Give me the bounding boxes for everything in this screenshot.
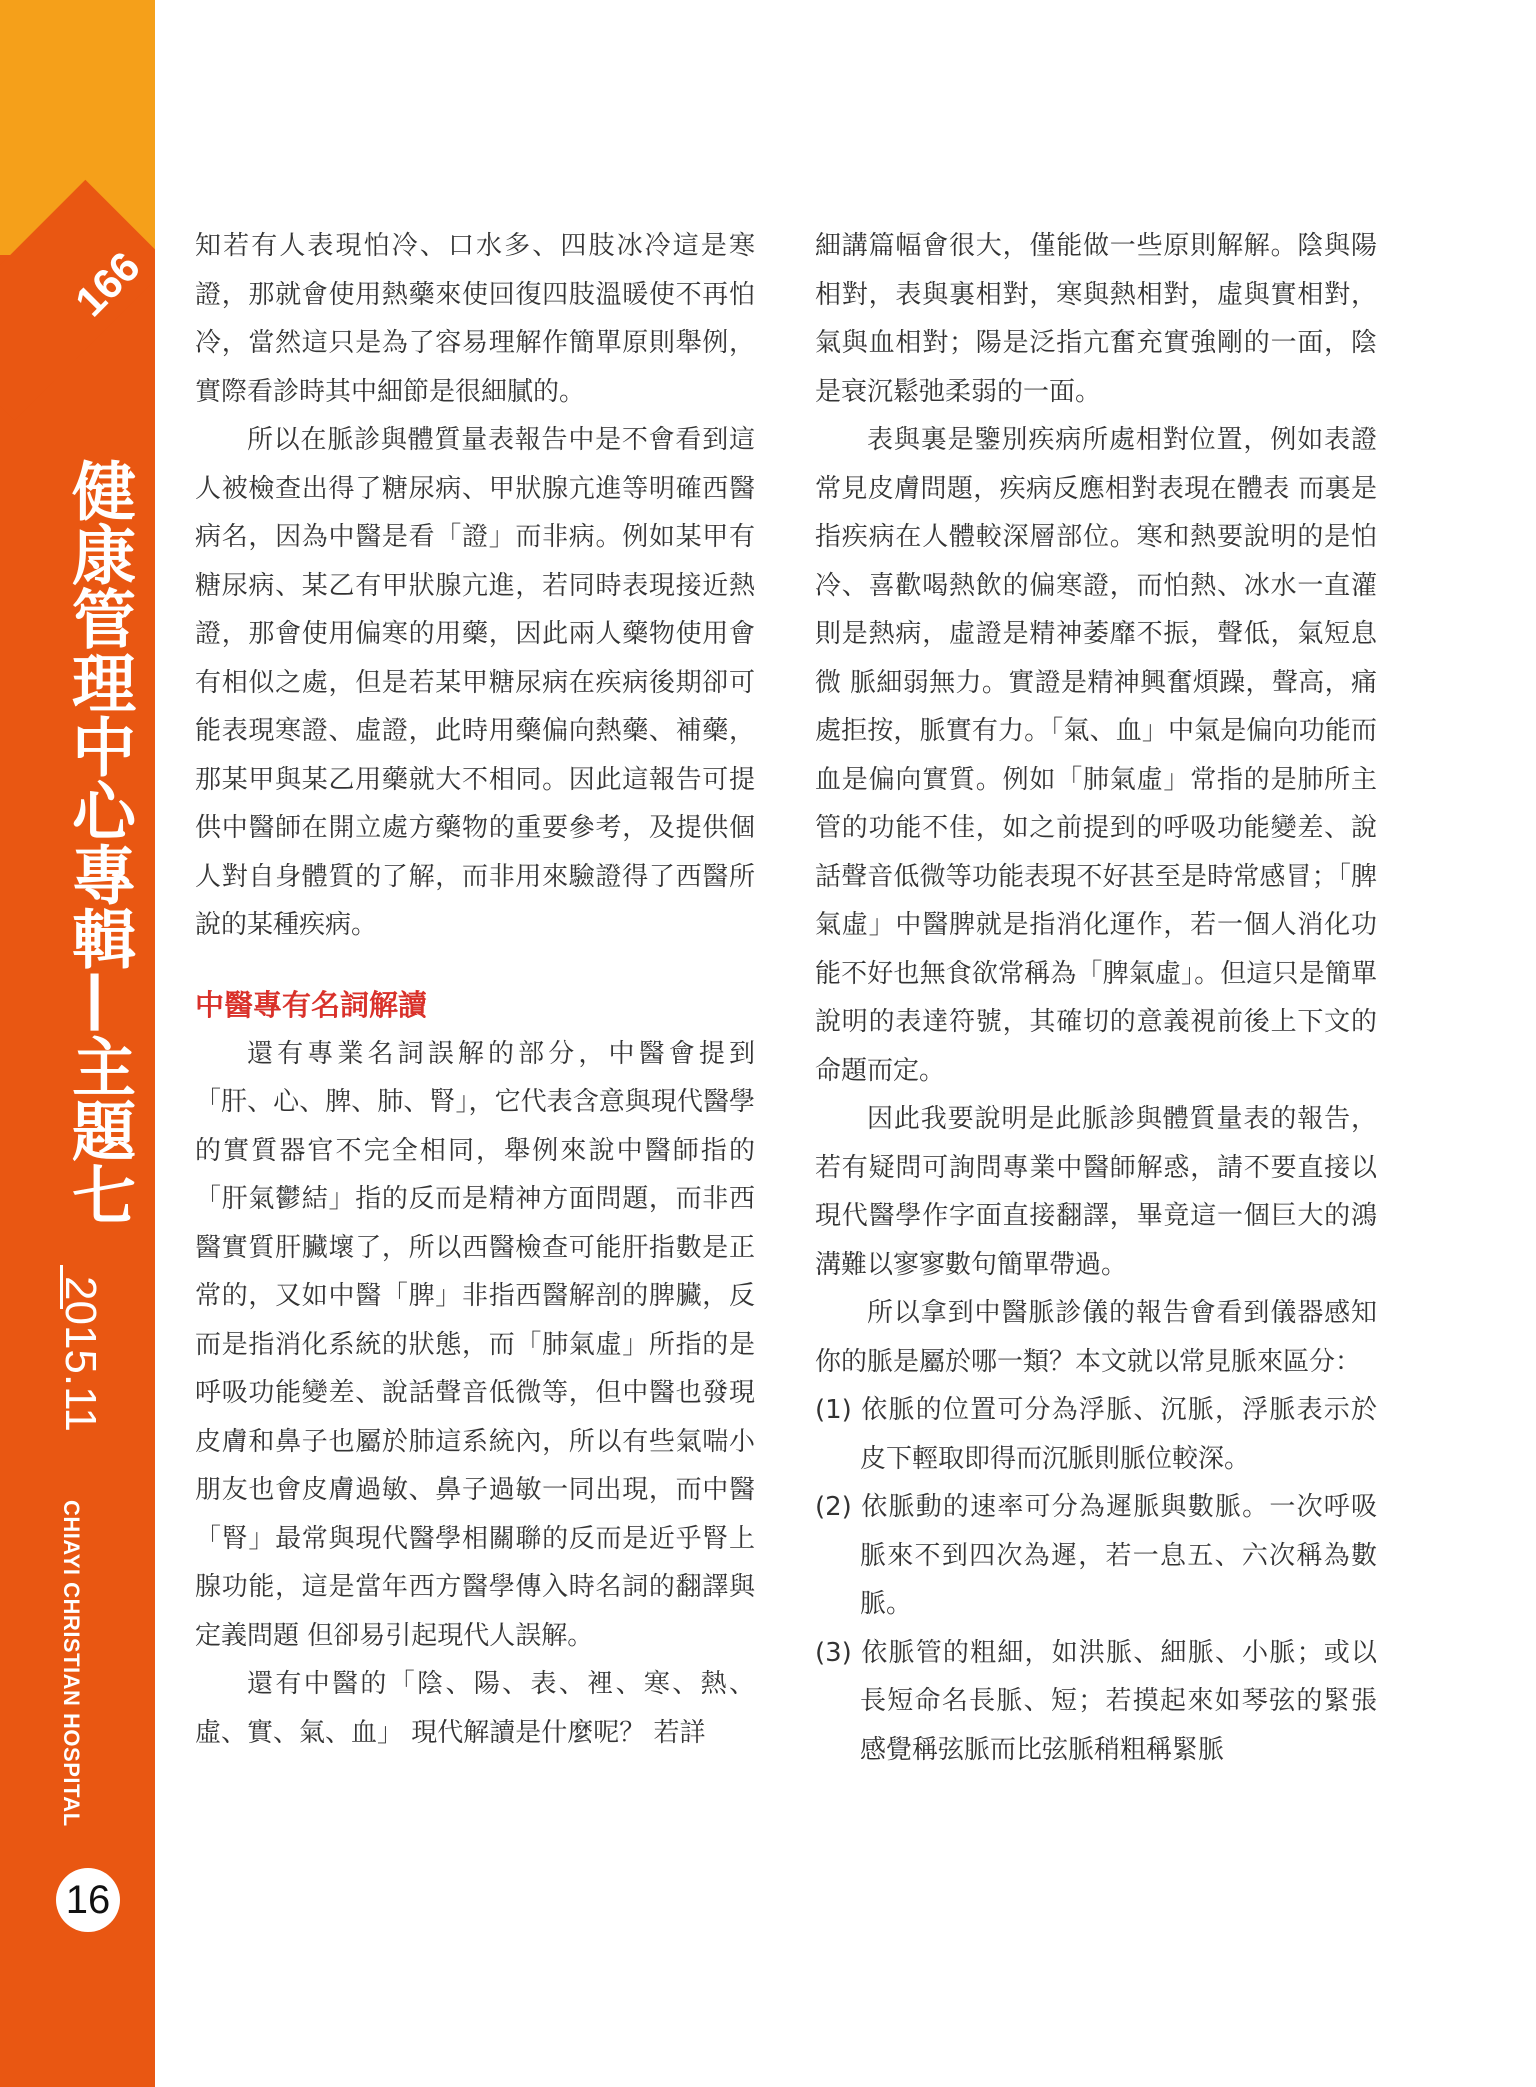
paragraph: 因此我要說明是此脈診與體質量表的報告，若有疑問可詢問專業中醫師解惑，請不要直接以現代醫學作字面直接翻譯，畢竟這一個巨大的鴻溝難以寥寥數句簡單帶過。 bbox=[815, 1104, 1377, 1280]
left-column bbox=[195, 222, 755, 1757]
list-item: (2) 依脈動的速率可分為遲脈與數脈。一次呼吸脈來不到四次為遲，若一息五、六次稱為數脈。 bbox=[815, 1492, 1377, 1619]
issue-number: 166 bbox=[66, 242, 149, 326]
paragraph: 還有中醫的「陰、陽、表、裡、寒、熱、虛、實、氣、血」 現代解讀是什麼呢？ 若詳 bbox=[195, 1669, 755, 1748]
issue-date: 2015.11 bbox=[56, 1276, 105, 1432]
paragraph: 所以在脈診與體質量表報告中是不會看到這人被檢查出得了糖尿病、甲狀腺亢進等明確西醫病名，因為中醫是看「證」而非病。例如某甲有糖尿病、某乙有甲狀腺亢進，若同時表現接近熱證，那會使用偏寒的用藥，因此兩人藥物使用會有相似之處，但是若某甲糖尿病在疾病後期卻可能表現寒證、虛證，此時用藥偏向熱藥、補藥，那某甲與某乙用藥就大不相同。因此這報告可提供中醫師在開立處方藥物的重要參考，及提供個人對自身體質的了解，而非用來驗證得了西醫所說的某種疾病。 bbox=[195, 425, 755, 940]
section-heading: 中醫專有名詞解讀 bbox=[195, 987, 428, 1022]
paragraph: 表與裏是鑒別疾病所處相對位置，例如表證常見皮膚問題，疾病反應相對表現在體表 而裏是指疾病在人體較深層部位。寒和熱要說明的是怕冷、喜歡喝熱飲的偏寒證，而怕熱、冰水一直灌則是熱病，虛證是精神萎靡不振，聲低，氣短息微 脈細弱無力。實證是精神興奮煩躁，聲高，痛處拒按，脈實有力。「氣、血」中氣是偏向功能而血是偏向實質。例如「肺氣虛」常指的是肺所主管的功能不佳，如之前提到的呼吸功能變差、說話聲音低微等功能表現不好甚至是時常感冒；「脾氣虛」中醫脾就是指消化運作，若一個人消化功能不好也無食欲常稱為「脾氣虛」。但這只是簡單說明的表達符號，其確切的意義視前後上下文的命題而定。 bbox=[815, 425, 1377, 1086]
page-number: 16 bbox=[56, 1868, 120, 1932]
list-item: (3) 依脈管的粗細，如洪脈、細脈、小脈；或以長短命名長脈、短；若摸起來如琴弦的緊張感覺稱弦脈而比弦脈稍粗稱緊脈 bbox=[815, 1637, 1377, 1765]
paragraph: 還有專業名詞誤解的部分，中醫會提到「肝、心、脾、肺、腎」，它代表含意與現代醫學的實質器官不完全相同，舉例來說中醫師指的「肝氣鬱結」指的反而是精神方面問題，而非西醫實質肝臟壞了，所以西醫檢查可能肝指數是正常的，又如中醫「脾」非指西醫解剖的脾臟，反而是指消化系統的狀態，而「肺氣虛」所指的是呼吸功能變差、說話聲音低微等，但中醫也發現皮膚和鼻子也屬於肺這系統內，所以有些氣喘小朋友也會皮膚過敏、鼻子過敏一同出現，而中醫「腎」最常與現代醫學相關聯的反而是近乎腎上腺功能，這是當年西方醫學傳入時名詞的翻譯與定義問題 但卻易引起現代人誤解。 bbox=[195, 1038, 755, 1651]
right-column bbox=[815, 222, 1377, 1774]
column-title: 健康管理中心專輯—主題七 bbox=[61, 458, 135, 1226]
paragraph: 所以拿到中醫脈診儀的報告會看到儀器感知你的脈是屬於哪一類？本文就以常見脈來區分： bbox=[815, 1298, 1377, 1377]
paragraph: 知若有人表現怕冷、口水多、四肢冰冷這是寒證，那就會使用熱藥來使回復四肢溫暖使不再怕冷，當然這只是為了容易理解作簡單原則舉例，實際看診時其中細節是很細膩的。 bbox=[195, 231, 755, 407]
hospital-name: CHIAYI CHRISTIAN HOSPITAL bbox=[59, 1500, 84, 1827]
sidebar bbox=[0, 0, 155, 2087]
list-item: (1) 依脈的位置可分為浮脈、沉脈，浮脈表示於皮下輕取即得而沉脈則脈位較深。 bbox=[815, 1395, 1377, 1474]
paragraph: 細講篇幅會很大，僅能做一些原則解解。陰與陽相對，表與裏相對，寒與熱相對，虛與實相對，氣與血相對；陽是泛指亢奮充實強剛的一面，陰是衰沉鬆弛柔弱的一面。 bbox=[815, 231, 1377, 407]
